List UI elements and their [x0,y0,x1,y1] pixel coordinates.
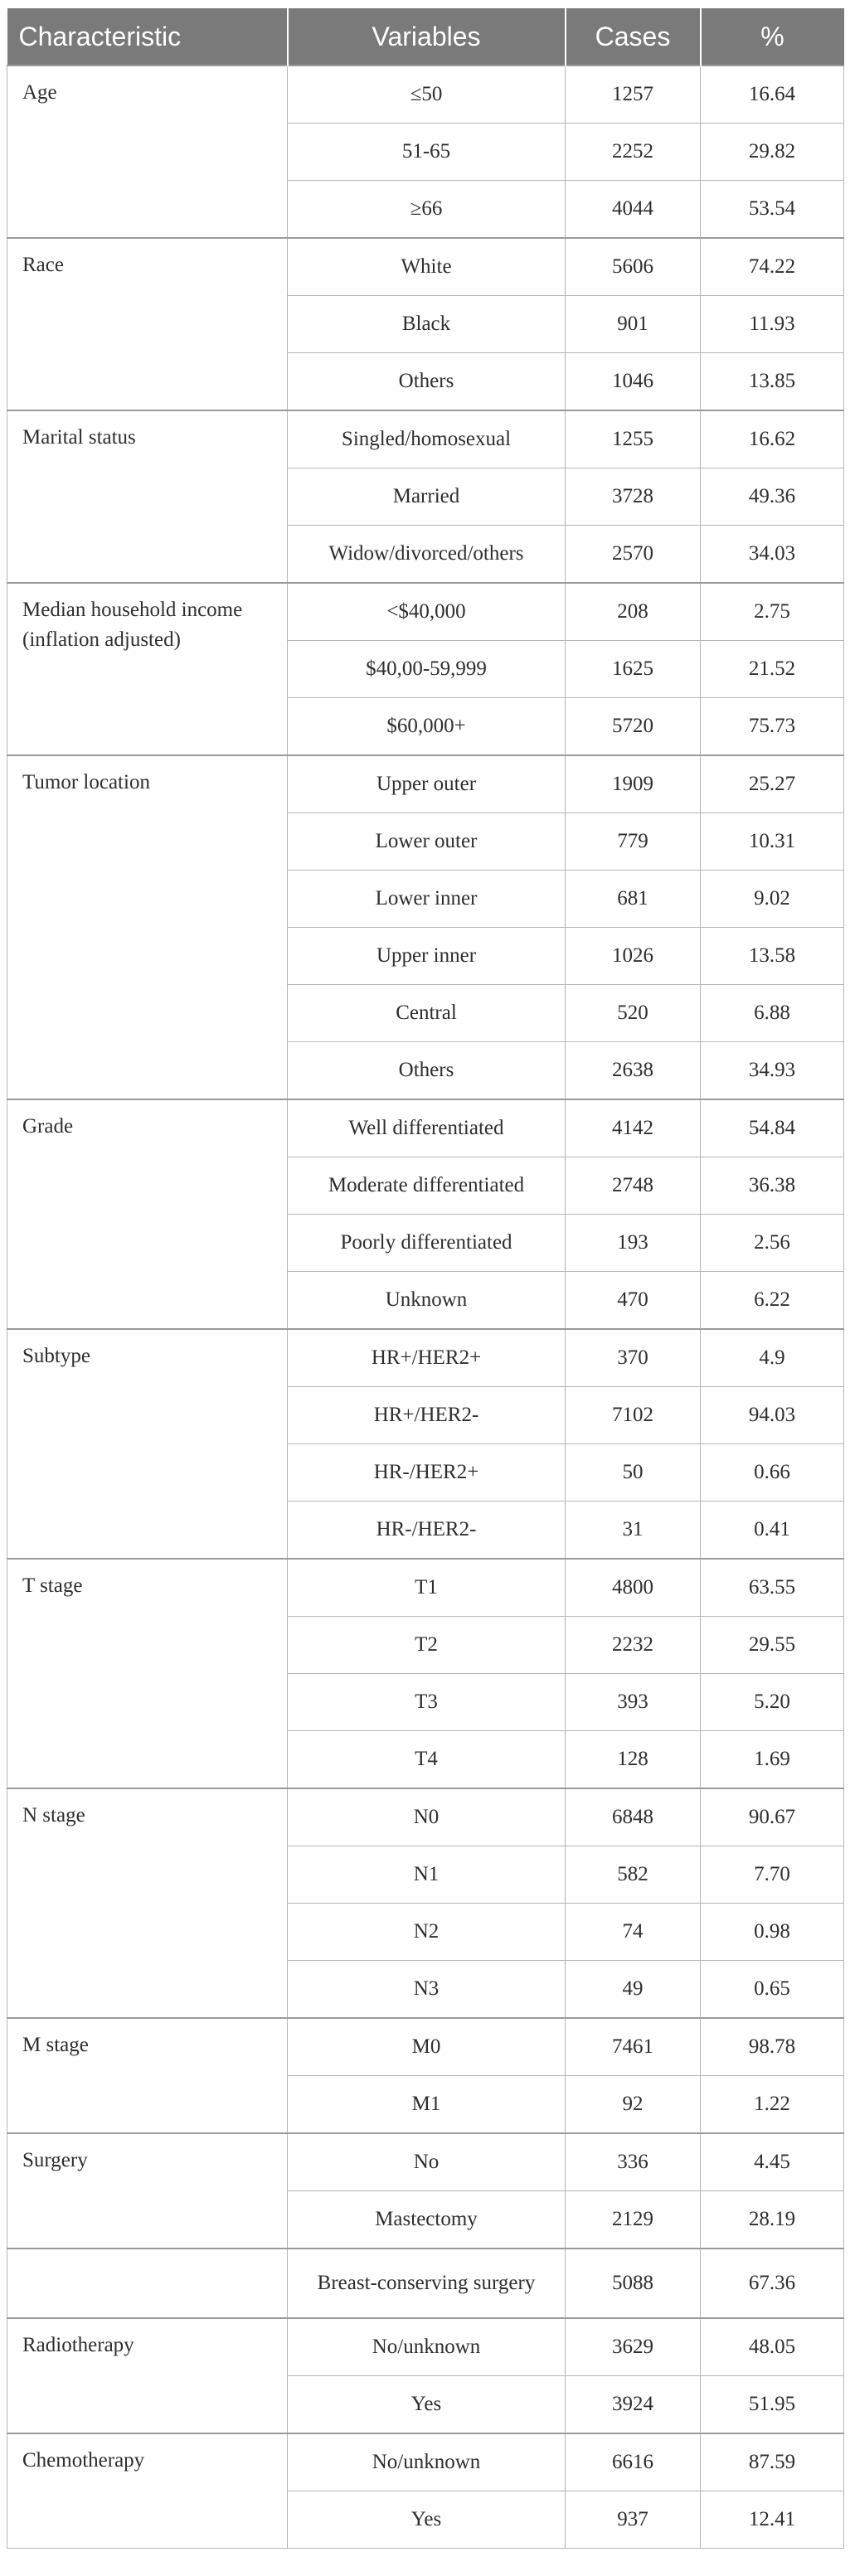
percent-cell: 0.41 [701,1501,844,1560]
variable-cell: Moderate differentiated [288,1157,566,1215]
cases-cell: 4142 [566,1099,701,1157]
variable-cell: <$40,000 [288,583,566,641]
variable-cell: Black [288,296,566,353]
percent-cell: 2.56 [701,1215,844,1272]
characteristic-cell: Tumor location [7,755,288,1099]
percent-cell: 36.38 [701,1157,844,1215]
percent-cell: 90.67 [701,1788,844,1846]
cases-cell: 1026 [566,928,701,985]
cases-cell: 2570 [566,526,701,584]
variable-cell: T1 [288,1559,566,1617]
characteristic-cell: Age [7,65,288,238]
percent-cell: 98.78 [701,2018,844,2076]
percent-cell: 63.55 [701,1559,844,1617]
table-row [7,1099,844,1157]
cases-cell: 2748 [566,1157,701,1215]
percent-cell: 67.36 [701,2249,844,2318]
table-row [7,2133,844,2191]
percent-cell: 1.69 [701,1731,844,1789]
cases-cell: 193 [566,1215,701,1272]
variable-cell: Yes [288,2376,566,2434]
characteristic-cell: Grade [7,1099,288,1329]
characteristic-cell: N stage [7,1788,288,2018]
percent-cell: 51.95 [701,2376,844,2434]
cases-cell: 92 [566,2076,701,2134]
variable-cell: White [288,238,566,296]
percent-cell: 4.45 [701,2133,844,2191]
percent-cell: 0.66 [701,1444,844,1501]
characteristic-cell: Marital status [7,410,288,583]
table-body [7,65,844,2549]
cases-cell: 31 [566,1501,701,1560]
variable-cell: Others [288,1042,566,1100]
variable-cell: ≥66 [288,181,566,239]
variable-cell: T2 [288,1617,566,1674]
cases-cell: 5088 [566,2249,701,2318]
header-variables: Variables [288,8,566,65]
cases-cell: 681 [566,871,701,928]
percent-cell: 29.82 [701,124,844,181]
characteristic-cell: Surgery [7,2133,288,2249]
variable-cell: Others [288,353,566,411]
cases-cell: 779 [566,813,701,871]
cases-cell: 7461 [566,2018,701,2076]
variable-cell: M0 [288,2018,566,2076]
percent-cell: 5.20 [701,1674,844,1731]
variable-cell: 51-65 [288,124,566,181]
table-row [7,2018,844,2076]
header-percent: % [701,8,844,65]
percent-cell: 16.62 [701,410,844,468]
percent-cell: 13.58 [701,928,844,985]
table-row [7,238,844,296]
cases-cell: 2232 [566,1617,701,1674]
cases-cell: 50 [566,1444,701,1501]
characteristic-cell: Subtype [7,1329,288,1559]
variable-cell: HR-/HER2+ [288,1444,566,1501]
variable-cell: HR+/HER2+ [288,1329,566,1387]
percent-cell: 34.03 [701,526,844,584]
cases-cell: 128 [566,1731,701,1789]
characteristic-cell: Radiotherapy [7,2318,288,2433]
variable-cell: T4 [288,1731,566,1789]
cases-cell: 7102 [566,1387,701,1444]
characteristics-table [7,8,844,2549]
percent-cell: 7.70 [701,1846,844,1904]
variable-cell: M1 [288,2076,566,2134]
variable-cell: HR-/HER2- [288,1501,566,1560]
percent-cell: 48.05 [701,2318,844,2376]
cases-cell: 370 [566,1329,701,1387]
characteristic-cell [7,2249,288,2318]
header-cases: Cases [566,8,701,65]
variable-cell: Well differentiated [288,1099,566,1157]
cases-cell: 2129 [566,2191,701,2249]
table-container [7,0,843,2549]
variable-cell: No [288,2133,566,2191]
percent-cell: 53.54 [701,181,844,239]
percent-cell: 1.22 [701,2076,844,2134]
percent-cell: 94.03 [701,1387,844,1444]
variable-cell: No/unknown [288,2433,566,2491]
percent-cell: 25.27 [701,755,844,813]
percent-cell: 29.55 [701,1617,844,1674]
cases-cell: 520 [566,985,701,1042]
percent-cell: 6.88 [701,985,844,1042]
cases-cell: 74 [566,1904,701,1961]
percent-cell: 4.9 [701,1329,844,1387]
table-row [7,1788,844,1846]
percent-cell: 12.41 [701,2491,844,2549]
percent-cell: 74.22 [701,238,844,296]
variable-cell: $40,00-59,999 [288,641,566,698]
cases-cell: 3629 [566,2318,701,2376]
cases-cell: 1909 [566,755,701,813]
table-row [7,755,844,813]
variable-cell: $60,000+ [288,698,566,756]
table-row [7,410,844,468]
cases-cell: 582 [566,1846,701,1904]
variable-cell: T3 [288,1674,566,1731]
percent-cell: 54.84 [701,1099,844,1157]
percent-cell: 11.93 [701,296,844,353]
cases-cell: 937 [566,2491,701,2549]
variable-cell: ≤50 [288,65,566,124]
percent-cell: 87.59 [701,2433,844,2491]
variable-cell: Married [288,468,566,526]
table-row [7,1329,844,1387]
cases-cell: 2638 [566,1042,701,1100]
table-row [7,1559,844,1617]
cases-cell: 208 [566,583,701,641]
percent-cell: 21.52 [701,641,844,698]
variable-cell: No/unknown [288,2318,566,2376]
cases-cell: 470 [566,1272,701,1330]
cases-cell: 3924 [566,2376,701,2434]
table-row [7,2318,844,2376]
percent-cell: 75.73 [701,698,844,756]
variable-cell: Lower inner [288,871,566,928]
cases-cell: 393 [566,1674,701,1731]
cases-cell: 4800 [566,1559,701,1617]
variable-cell: Lower outer [288,813,566,871]
variable-cell: Upper inner [288,928,566,985]
table-header [7,8,844,65]
variable-cell: Breast-conserving surgery [288,2249,566,2318]
cases-cell: 5720 [566,698,701,756]
percent-cell: 28.19 [701,2191,844,2249]
percent-cell: 2.75 [701,583,844,641]
characteristic-cell: M stage [7,2018,288,2133]
variable-cell: N0 [288,1788,566,1846]
table-row [7,65,844,124]
cases-cell: 1255 [566,410,701,468]
table-row [7,2433,844,2491]
percent-cell: 9.02 [701,871,844,928]
header-row [7,8,844,65]
cases-cell: 901 [566,296,701,353]
variable-cell: Poorly differentiated [288,1215,566,1272]
percent-cell: 6.22 [701,1272,844,1330]
variable-cell: Unknown [288,1272,566,1330]
cases-cell: 1625 [566,641,701,698]
cases-cell: 6616 [566,2433,701,2491]
cases-cell: 336 [566,2133,701,2191]
percent-cell: 10.31 [701,813,844,871]
characteristic-cell: T stage [7,1559,288,1788]
cases-cell: 1046 [566,353,701,411]
percent-cell: 0.98 [701,1904,844,1961]
header-characteristic: Characteristic [7,8,288,65]
percent-cell: 0.65 [701,1961,844,2019]
percent-cell: 34.93 [701,1042,844,1100]
variable-cell: HR+/HER2- [288,1387,566,1444]
table-row [7,583,844,641]
variable-cell: N3 [288,1961,566,2019]
table-row [7,2249,844,2318]
characteristic-cell: Median household income (inflation adjusted) [7,583,288,755]
cases-cell: 1257 [566,65,701,124]
cases-cell: 49 [566,1961,701,2019]
variable-cell: Yes [288,2491,566,2549]
cases-cell: 3728 [566,468,701,526]
characteristic-cell: Race [7,238,288,410]
variable-cell: Singled/homosexual [288,410,566,468]
cases-cell: 4044 [566,181,701,239]
characteristic-cell: Chemotherapy [7,2433,288,2549]
cases-cell: 5606 [566,238,701,296]
variable-cell: Central [288,985,566,1042]
variable-cell: Widow/divorced/others [288,526,566,584]
variable-cell: N1 [288,1846,566,1904]
variable-cell: N2 [288,1904,566,1961]
percent-cell: 49.36 [701,468,844,526]
percent-cell: 16.64 [701,65,844,124]
percent-cell: 13.85 [701,353,844,411]
cases-cell: 6848 [566,1788,701,1846]
cases-cell: 2252 [566,124,701,181]
variable-cell: Upper outer [288,755,566,813]
variable-cell: Mastectomy [288,2191,566,2249]
